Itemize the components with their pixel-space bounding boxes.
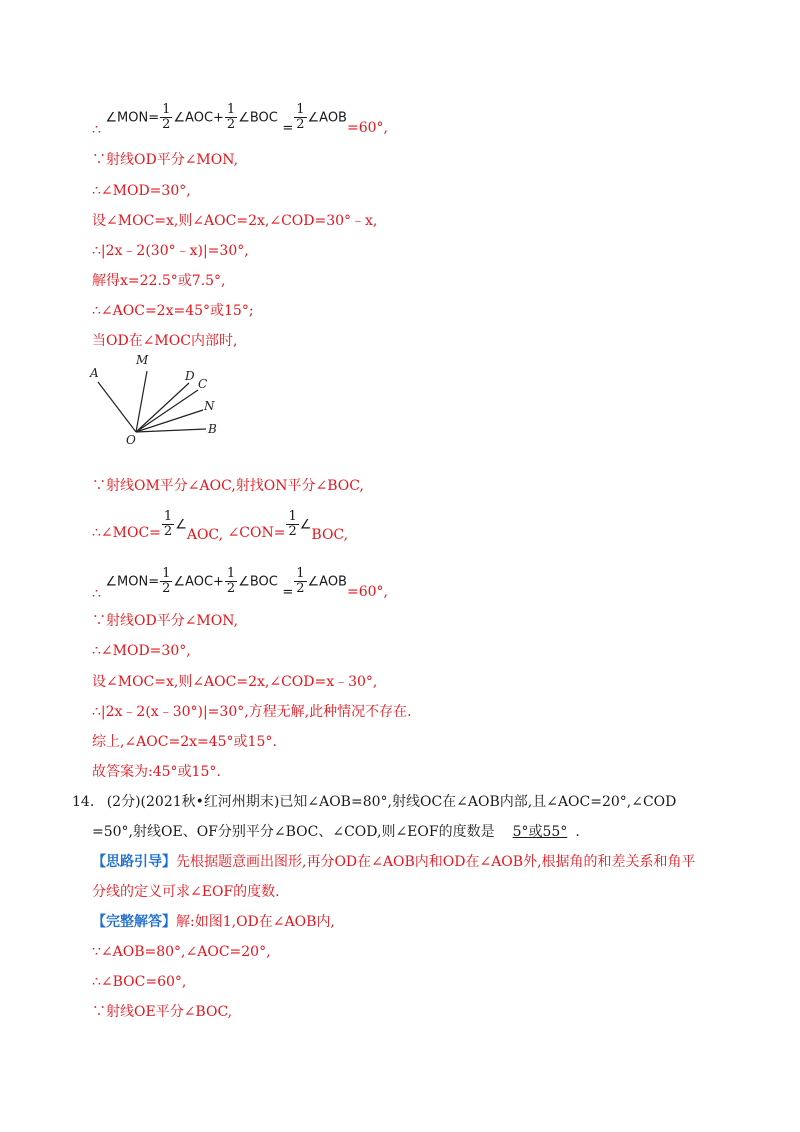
hint-text: 先根据题意画出图形,再分OD在∠AOB内和OD在∠AOB外,根据角的和差关系和角平 xyxy=(176,854,696,870)
label-o: O xyxy=(126,433,136,447)
fraction: $\frac{1}{2}$ xyxy=(162,566,171,596)
text-line: ∴∠MOD=30°, xyxy=(92,643,191,659)
math-text: = xyxy=(282,584,294,600)
math-text: ∴∠MOC= xyxy=(92,524,161,541)
result-text: =60°, xyxy=(346,583,388,600)
equation-line-10 xyxy=(92,509,349,543)
hint-label: 【思路引导】 xyxy=(92,854,176,870)
label-a: A xyxy=(90,366,99,380)
math-text: ∠AOC+ xyxy=(173,574,224,590)
question-line-b xyxy=(92,823,580,841)
solution-line-a xyxy=(92,913,335,931)
question-text: (2分)(2021秋•红河州期末)已知∠AOB=80°,射线OC在∠AOB内部,且∠AOC=20°,∠COD xyxy=(106,794,677,810)
text-line: ∵射线OD平分∠MON, xyxy=(92,613,239,629)
hint-line-a xyxy=(92,853,696,871)
hint-line-b: 分线的定义可求∠EOF的度数. xyxy=(92,884,280,900)
text-line: ∵射线OD平分∠MON, xyxy=(92,152,239,168)
text-line: 当OD在∠MOC内部时, xyxy=(92,333,238,349)
math-text: ∠MON= xyxy=(105,574,160,590)
text-line: 故答案为:45°或15°. xyxy=(92,764,221,780)
math-text: AOC, xyxy=(186,526,224,543)
question-number: 14. xyxy=(72,794,95,810)
ray-oa xyxy=(98,382,136,432)
fraction: $\frac{1}{2}$ xyxy=(296,566,305,596)
text-line: 综上,∠AOC=2x=45°或15°. xyxy=(92,734,277,750)
text-line: ∵射线OM平分∠AOC,射找ON平分∠BOC, xyxy=(92,478,364,494)
therefore-symbol: ∴ xyxy=(92,121,101,138)
question-line-a xyxy=(72,793,676,811)
text-line: 设∠MOC=x,则∠AOC=2x,∠COD=x﹣30°, xyxy=(92,674,378,690)
math-text: ∠BOC xyxy=(238,574,278,590)
ray-on xyxy=(136,410,203,432)
ray-ob xyxy=(136,429,206,432)
label-m: M xyxy=(136,353,149,367)
angle-symbol: ∠ xyxy=(299,517,312,533)
solution-line: ∵∠AOB=80°,∠AOC=20°, xyxy=(92,944,271,960)
equation-line-1 xyxy=(92,102,388,138)
fraction: $\frac{1}{2}$ xyxy=(163,509,173,539)
label-c: C xyxy=(198,377,208,391)
fraction: $\frac{1}{2}$ xyxy=(226,102,236,132)
text-line: ∴∠MOD=30°, xyxy=(92,183,191,199)
label-b: B xyxy=(208,422,217,436)
label-d: D xyxy=(185,369,195,383)
solution-text: 解:如图1,OD在∠AOB内, xyxy=(176,914,335,930)
equation-line-11 xyxy=(92,566,388,602)
fraction: $\frac{1}{2}$ xyxy=(162,102,171,132)
fraction: $\frac{1}{2}$ xyxy=(296,102,305,132)
angle-figure xyxy=(88,352,228,447)
math-text: ∠AOB xyxy=(307,574,347,590)
angle-symbol: ∠ xyxy=(175,517,187,533)
therefore-symbol: ∴ xyxy=(92,585,101,602)
text-line: 设∠MOC=x,则∠AOC=2x,∠COD=30°﹣x, xyxy=(92,213,378,229)
math-text: ∠AOC+ xyxy=(173,110,224,126)
ray-oc xyxy=(136,390,198,432)
math-text: BOC, xyxy=(311,526,349,543)
math-text: ∠BOC xyxy=(238,110,278,126)
answer-blank: 5°或55° xyxy=(512,824,568,840)
math-text: ∠CON= xyxy=(227,524,286,541)
solution-line: ∴∠BOC=60°, xyxy=(92,974,187,990)
solution-line: ∵射线OE平分∠BOC, xyxy=(92,1004,233,1020)
question-text: =50°,射线OE、OF分别平分∠BOC、∠COD,则∠EOF的度数是 xyxy=(92,824,495,840)
result-text: =60°, xyxy=(346,119,388,136)
fraction: $\frac{1}{2}$ xyxy=(226,566,236,596)
math-text: ∠MON= xyxy=(105,110,160,126)
math-text: = xyxy=(282,120,294,136)
text-line: ∴∠AOC=2x=45°或15°; xyxy=(92,303,254,319)
question-text: . xyxy=(575,824,580,840)
text-line: ∴|2x﹣2(30°﹣x)|=30°, xyxy=(92,243,249,259)
text-line: ∴|2x﹣2(x﹣30°)|=30°,方程无解,此种情况不存在. xyxy=(92,704,412,720)
solution-label: 【完整解答】 xyxy=(92,914,176,930)
fraction: $\frac{1}{2}$ xyxy=(288,509,297,539)
label-n: N xyxy=(204,399,215,413)
math-text: ∠AOB xyxy=(307,110,347,126)
text-line: 解得x=22.5°或7.5°, xyxy=(92,273,226,289)
